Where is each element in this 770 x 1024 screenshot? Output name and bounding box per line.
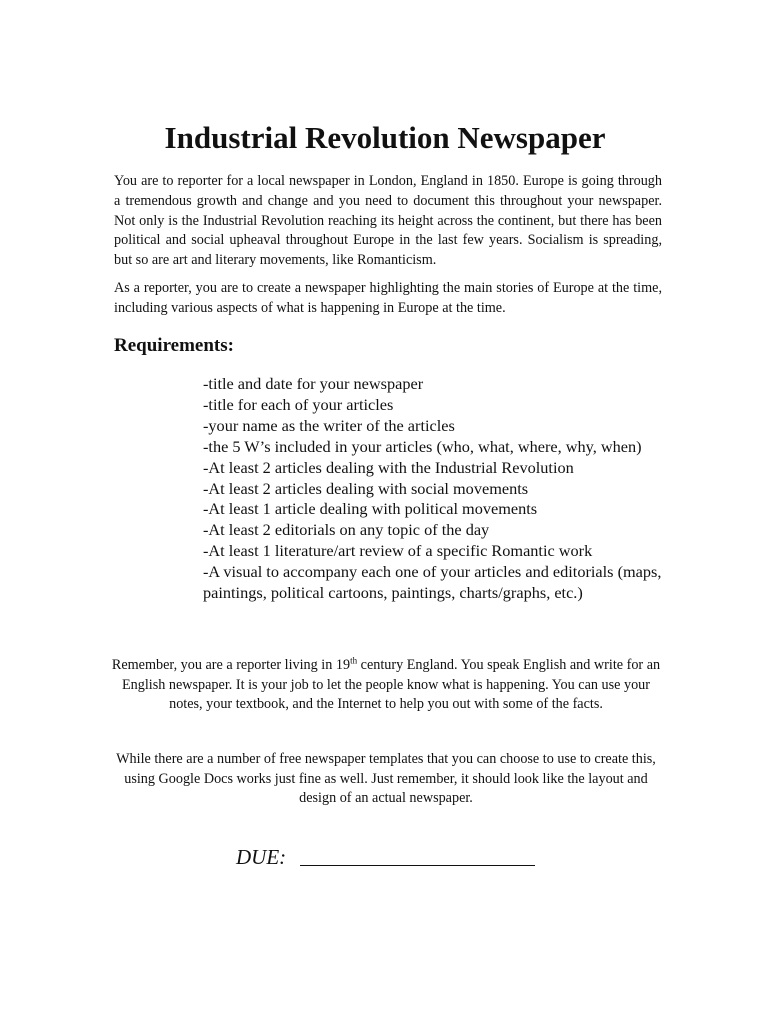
reminder-text-start: Remember, you are a reporter living in 19 bbox=[111, 657, 351, 673]
ordinal-suffix: th bbox=[350, 655, 358, 666]
reminder-text-end: century England. You speak English and write for an English newspaper. It is your job to let the people know what is happening. You can use your notes, your textbook, and the Internet to help you out with some of the facts. bbox=[121, 657, 661, 713]
requirement-item: -title for each of your articles bbox=[203, 394, 394, 414]
requirement-item: -At least 1 literature/art review of a specific Romantic work bbox=[203, 541, 593, 561]
templates-paragraph: While there are a number of free newspaper templates that you can choose to use to create this, using Google Docs works just fine as well. Just remember, it should look like the layout and design of an actual newspaper. bbox=[116, 751, 656, 807]
document-title: Industrial Revolution Newspaper bbox=[164, 120, 606, 155]
intro-paragraph: You are to reporter for a local newspaper in London, England in 1850. Europe is going through a tremendous growth and change and you need to document this throughout your newspaper. Not only is the Industrial Revolution reaching its height across the continent, but there has been political and social upheaval throughout Europe in the last few years. Socialism is spreading, but so are art and literary movements, like Romanticism. bbox=[114, 173, 662, 269]
requirements-list bbox=[203, 374, 663, 604]
reminder-paragraph bbox=[108, 656, 664, 715]
requirement-item: -At least 1 article dealing with political movements bbox=[203, 499, 538, 519]
requirement-item: -At least 2 articles dealing with social movements bbox=[203, 478, 529, 498]
requirement-item: -title and date for your newspaper bbox=[203, 374, 424, 393]
requirements-heading: Requirements: bbox=[114, 335, 234, 356]
due-label: DUE: bbox=[236, 845, 287, 869]
requirement-item: -At least 2 editorials on any topic of the day bbox=[203, 520, 490, 540]
requirement-item: -the 5 W’s included in your articles (who, what, where, why, when) bbox=[203, 436, 642, 456]
requirement-item: -A visual to accompany each one of your articles and editorials (maps, paintings, political cartoons, paintings, charts/graphs, etc.) bbox=[203, 562, 662, 603]
requirement-item: -your name as the writer of the articles bbox=[203, 415, 455, 435]
task-paragraph: As a reporter, you are to create a newspaper highlighting the main stories of Europe at the time, including various aspects of what is happening in Europe at the time. bbox=[114, 280, 662, 316]
requirement-item: -At least 2 articles dealing with the Industrial Revolution bbox=[203, 457, 574, 477]
due-date-blank-line bbox=[300, 865, 535, 866]
